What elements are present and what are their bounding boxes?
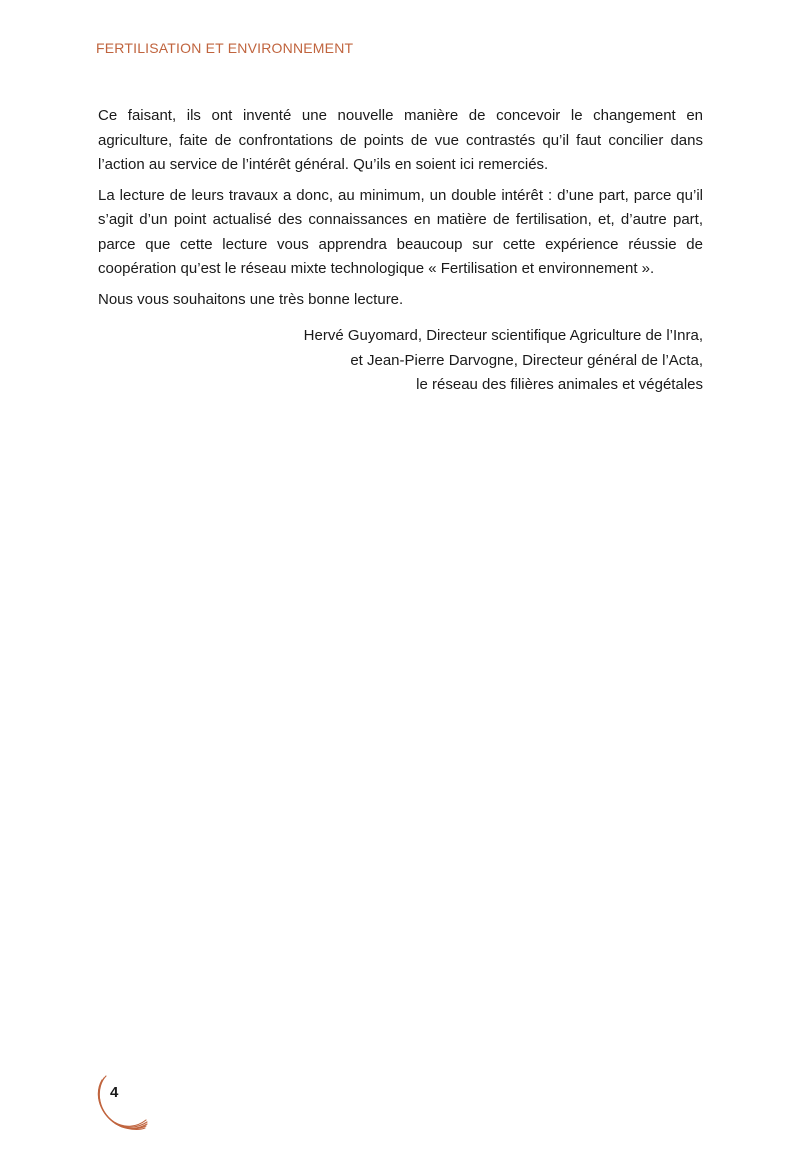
paragraph-3: Nous vous souhaitons une très bonne lecture. — [98, 290, 404, 308]
page-footer — [92, 1072, 152, 1132]
signature-line-3: le réseau des filières animales et végétales — [416, 376, 703, 393]
body-text — [98, 104, 703, 318]
signature-line-2: et Jean-Pierre Darvogne, Directeur général de l’Acta, — [350, 351, 703, 369]
swirl-ornament-icon — [92, 1072, 152, 1132]
signature-line-1: Hervé Guyomard, Directeur scientifique Agriculture de l’Inra, — [303, 327, 703, 344]
running-header: FERTILISATION ET ENVIRONNEMENT — [96, 40, 354, 56]
paragraph-1: Ce faisant, ils ont inventé une nouvelle manière de concevoir le changement en agriculture, faite de confrontations de points de vue contrastés qu’il faut concilier dans l’action au service de l’intérêt général. Qu’ils en soient ici remerciés. — [98, 107, 703, 173]
paragraph-2: La lecture de leurs travaux a donc, au minimum, un double intérêt : d’une part, parce qu’il s’agit d’un point actualisé des connaissances en matière de fertilisation, et, d’autre part, parce que cette lecture vous apprendra beaucoup sur cette expérience réussie de coopération qu’est le réseau mixte technologique « Fertilisation et environnement ». — [98, 186, 703, 277]
page-number: 4 — [110, 1084, 119, 1101]
signature-block — [304, 324, 703, 398]
